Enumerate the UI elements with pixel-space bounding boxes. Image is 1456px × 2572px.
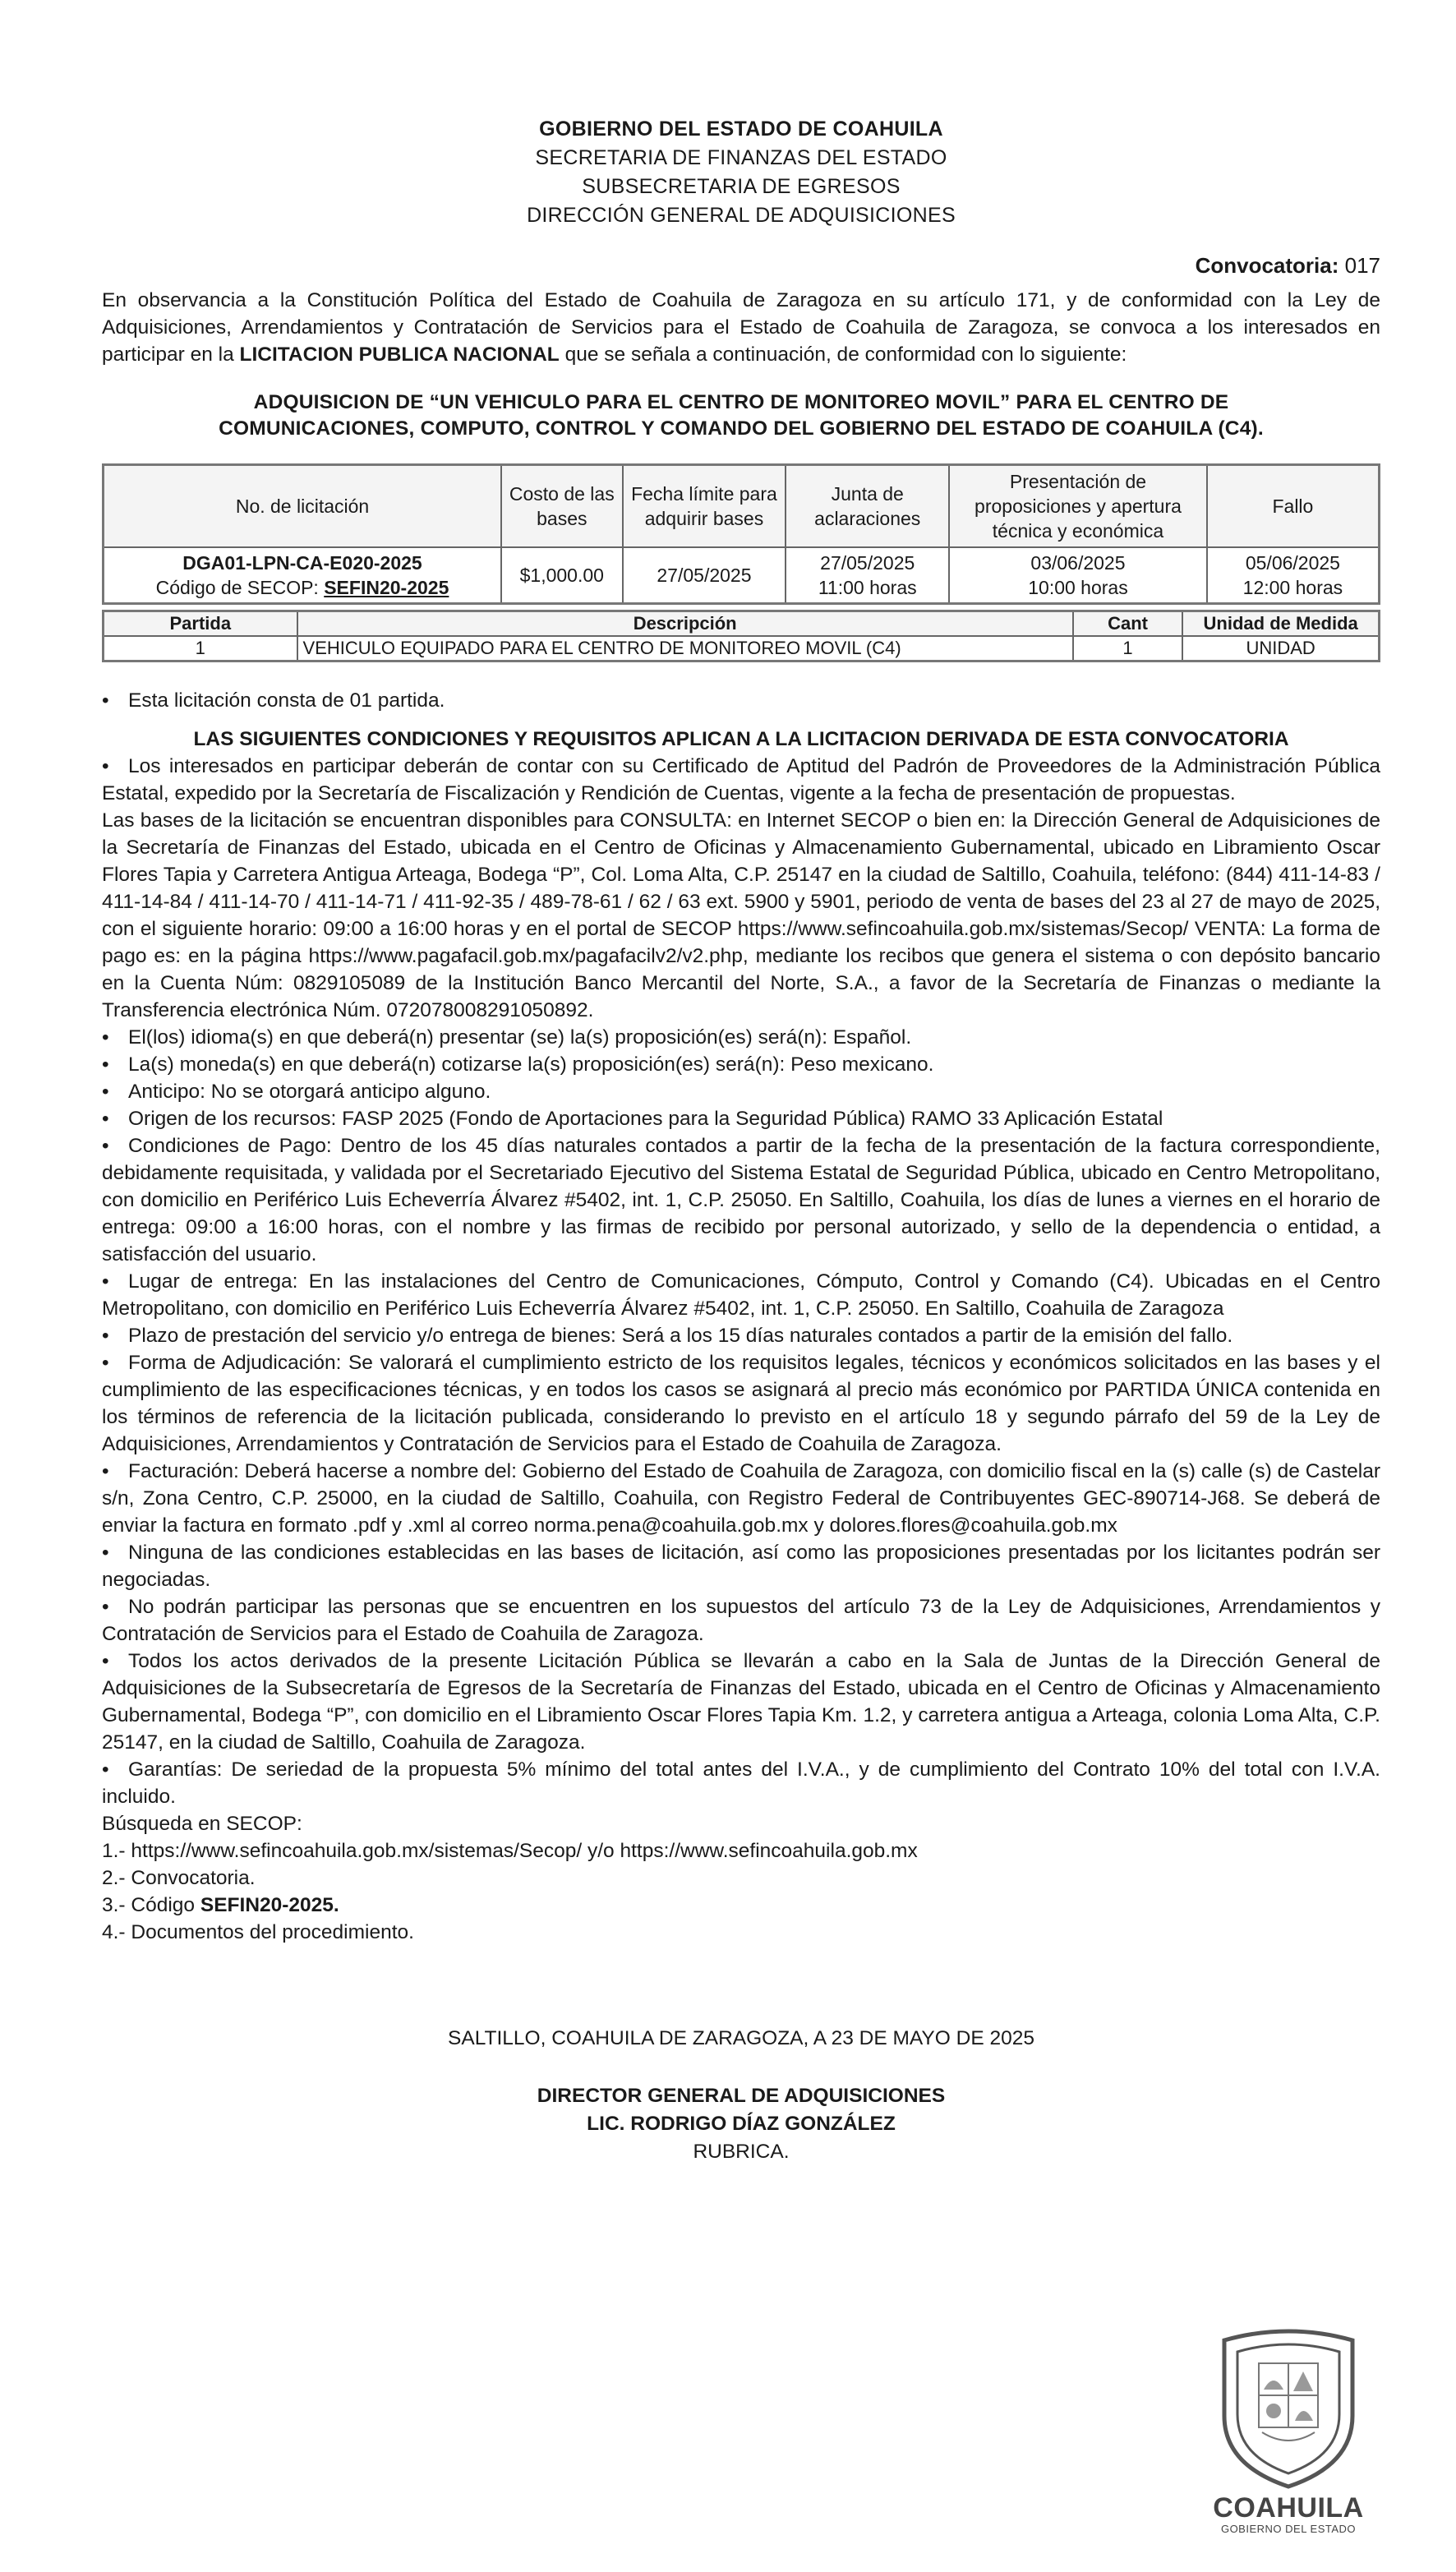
- fallo-date: 05/06/2025: [1245, 552, 1340, 574]
- list-item: • Plazo de prestación del servicio y/o entrega de bienes: Será a los 15 días naturales contados a partir de la emisión del fallo.: [102, 1325, 1233, 1347]
- items-table: [102, 610, 1380, 662]
- fallo-time: 12:00 horas: [1242, 577, 1343, 598]
- cell-presentacion: [949, 547, 1207, 604]
- signer-position: DIRECTOR GENERAL DE ADQUISICIONES: [537, 2085, 946, 2107]
- col-costo: Costo de las bases: [501, 465, 623, 548]
- col-unidad: Unidad de Medida: [1182, 611, 1379, 637]
- list-item: 3.- Código SEFIN20-2025.: [102, 1894, 339, 1916]
- col-presentacion: Presentación de proposiciones y apertura técnica y económica: [949, 465, 1207, 548]
- list-item: • No podrán participar las personas que se encuentren en los supuestos del artículo 73 de la Ley de Adquisiciones, Arrendamientos y Contratación de Servicios para el Estado de Coahuila de Zaragoza.: [102, 1596, 1380, 1645]
- header-government: GOBIERNO DEL ESTADO DE COAHUILA: [539, 118, 943, 141]
- secop-search: [102, 1810, 1380, 1946]
- convocatoria-number: [102, 253, 1380, 279]
- cell-licitacion: [104, 547, 502, 604]
- list-item: • Condiciones de Pago: Dentro de los 45 días naturales contados a partir de la fecha de la presentación de la factura correspondiente, debidamente requisitada, y validada por el Secretariado Ejecutivo del Sistema Estatal de Seguridad Pública, ubicado en Centro Metropolitano, con domicilio en Periférico Luis Echeverría Álvarez #5402, int. 1, C.P. 25050. En Saltillo, Coahuila, los días de lunes a viernes en el horario de entrega: 09:00 a 16:00 horas, con el nombre y las firmas de recibido por personal autorizado, y sello de la dependencia o entidad, a satisfacción del usuario.: [102, 1135, 1380, 1265]
- junta-date: 27/05/2025: [820, 552, 915, 574]
- items-header-row: [104, 611, 1380, 637]
- convocatoria-value: 017: [1344, 253, 1380, 278]
- title-line-1: ADQUISICION DE “UN VEHICULO PARA EL CENTRO DE MONITOREO MOVIL” PARA EL CENTRO DE: [253, 391, 1229, 413]
- list-item: • Lugar de entrega: En las instalaciones del Centro de Comunicaciones, Cómputo, Control y Comando (C4). Ubicadas en el Centro Metropolitano, con domicilio en Periférico Luis Echeverría Álvarez #5402, int. 1, C.P. 25050. En Saltillo, Coahuila de Zaragoza: [102, 1270, 1380, 1320]
- cell-costo: $1,000.00: [501, 547, 623, 604]
- tender-schedule-table: [102, 463, 1380, 605]
- table-header-row: [104, 465, 1380, 548]
- col-descripcion: Descripción: [297, 611, 1073, 637]
- coahuila-seal: [1206, 2325, 1371, 2547]
- intro-paragraph: [102, 287, 1380, 368]
- procurement-title: [102, 389, 1380, 442]
- cell-junta: [786, 547, 949, 604]
- col-cant: Cant: [1073, 611, 1183, 637]
- header-direction: DIRECCIÓN GENERAL DE ADQUISICIONES: [527, 204, 956, 227]
- list-item: • Ninguna de las condiciones establecidas en las bases de licitación, así como las proposiciones presentadas por los licitantes podrán ser negociadas.: [102, 1542, 1380, 1591]
- list-item: • Anticipo: No se otorgará anticipo alguno.: [102, 1081, 491, 1103]
- place-date: SALTILLO, COAHUILA DE ZARAGOZA, A 23 DE MAYO DE 2025: [448, 2027, 1034, 2049]
- intro-text-2: que se señala a continuación, de conformidad con lo siguiente:: [559, 343, 1127, 366]
- col-fecha-limite: Fecha límite para adquirir bases: [623, 465, 786, 548]
- convocatoria-label: Convocatoria:: [1195, 253, 1339, 278]
- coat-of-arms-icon: [1208, 2325, 1369, 2490]
- list-item: 1.- https://www.sefincoahuila.gob.mx/sistemas/Secop/ y/o https://www.sefincoahuila.gob.mx: [102, 1840, 918, 1862]
- seal-name: COAHUILA: [1213, 2492, 1364, 2524]
- table-row: [104, 636, 1380, 661]
- col-junta: Junta de aclaraciones: [786, 465, 949, 548]
- list-item: • La(s) moneda(s) en que deberá(n) cotizarse la(s) proposición(es) será(n): Peso mexicano.: [102, 1053, 934, 1076]
- list-item: • Todos los actos derivados de la presente Licitación Pública se llevarán a cabo en la Sala de Juntas de la Dirección General de Adquisiciones de la Subsecretaría de Egresos de la Secretaría de Finanzas del Estado, ubicada en el Centro de Oficinas y Almacenamiento Gubernamental, Bodega “P”, con domicilio en el Libramiento Oscar Flores Tapia Km. 1.2, y carretera antigua a Arteaga, colonia Loma Alta, C.P. 25147, en la ciudad de Saltillo, Coahuila de Zaragoza.: [102, 1650, 1380, 1754]
- list-item: Las bases de la licitación se encuentran disponibles para CONSULTA: en Internet SECOP o bien en: la Dirección General de Adquisiciones de la Secretaría de Finanzas del Estado, ubicada en el Centro de Oficinas y Almacenamiento Gubernamental, ubicado en Libramiento Oscar Flores Tapia y Carretera Antigua Arteaga, Bodega “P”, Col. Loma Alta, C.P. 25147 en la ciudad de Saltillo, Coahuila, teléfono: (844) 411-14-83 / 411-14-84 / 411-14-70 / 411-14-71 / 411-92-35 / 489-78-61 / 62 / 63 ext. 5900 y 5901, periodo de venta de bases del 23 al 27 de mayo de 2025, con el siguiente horario: 09:00 a 16:00 horas y en el portal de SECOP https://www.sefincoahuila.gob.mx/sistemas/Secop/ VENTA: La forma de pago es: en la página https://www.pagafacil.gob.mx/pagafacilv2/v2.php, mediante los recibos que genera el sistema o con depósito bancario en la Cuenta Núm: 0829105089 de la Institución Banco Mercantil del Norte, S.A., a favor de la Secretaría de Finanzas o mediante la Transferencia electrónica Núm. 072078008291050892.: [102, 809, 1380, 1021]
- list-item: • Origen de los recursos: FASP 2025 (Fondo de Aportaciones para la Seguridad Pública) RAMO 33 Aplicación Estatal: [102, 1108, 1163, 1130]
- list-item: • Facturación: Deberá hacerse a nombre del: Gobierno del Estado de Coahuila de Zaragoza, con domicilio fiscal en la (s) calle (s) de Castelar s/n, Zona Centro, C.P. 25000, en la ciudad de Saltillo, Coahuila, con Registro Federal de Contribuyentes GEC-890714-J68. Se deberá de enviar la factura en formato .pdf y .xml al correo norma.pena@coahuila.gob.mx y dolores.flores@coahuila.gob.mx: [102, 1460, 1380, 1537]
- conditions-list: [102, 753, 1380, 1810]
- col-licitacion: No. de licitación: [104, 465, 502, 548]
- intro-bold: LICITACION PUBLICA NACIONAL: [239, 343, 560, 366]
- junta-time: 11:00 horas: [818, 577, 917, 598]
- presentacion-time: 10:00 horas: [1028, 577, 1128, 598]
- signature-block: [102, 2082, 1380, 2166]
- presentacion-date: 03/06/2025: [1030, 552, 1126, 574]
- partida-note: • Esta licitación consta de 01 partida.: [102, 689, 445, 712]
- list-item: • Garantías: De seriedad de la propuesta 5% mínimo del total antes del I.V.A., y de cumplimiento del Contrato 10% del total con I.V.A. incluido.: [102, 1758, 1380, 1808]
- list-item: 4.- Documentos del procedimiento.: [102, 1921, 414, 1943]
- secop-title: Búsqueda en SECOP:: [102, 1813, 302, 1835]
- cell-partida: 1: [104, 636, 297, 661]
- intro-text-1: En observancia a la Constitución Política del Estado de Coahuila de Zaragoza en su artículo 171, y de conformidad con la Ley de Adquisiciones, Arrendamientos y Contratación de Servicios para el Estado de Coahuila de Zaragoza, se convoca a los interesados en participar en la: [102, 289, 1380, 366]
- signer-name: LIC. RODRIGO DÍAZ GONZÁLEZ: [587, 2113, 896, 2135]
- header-subsecretariat: SUBSECRETARIA DE EGRESOS: [582, 175, 901, 198]
- cell-cant: 1: [1073, 636, 1183, 661]
- document-header: [102, 115, 1380, 230]
- header-secretariat: SECRETARIA DE FINANZAS DEL ESTADO: [535, 146, 947, 169]
- title-line-2: COMUNICACIONES, COMPUTO, CONTROL Y COMANDO DEL GOBIERNO DEL ESTADO DE COAHUILA (C4).: [219, 417, 1264, 440]
- list-item: • El(los) idioma(s) en que deberá(n) presentar (se) la(s) proposición(es) será(n): Español.: [102, 1026, 912, 1049]
- rubrica: RUBRICA.: [693, 2141, 790, 2163]
- cell-unidad: UNIDAD: [1182, 636, 1379, 661]
- list-item: 2.- Convocatoria.: [102, 1867, 256, 1889]
- cell-fecha-limite: 27/05/2025: [623, 547, 786, 604]
- cell-descripcion: VEHICULO EQUIPADO PARA EL CENTRO DE MONITOREO MOVIL (C4): [297, 636, 1073, 661]
- table-row: [104, 547, 1380, 604]
- secop-label: Código de SECOP:: [155, 577, 325, 598]
- col-fallo: Fallo: [1207, 465, 1380, 548]
- document-page: [102, 115, 1380, 2166]
- secop-code: SEFIN20-2025: [324, 577, 449, 598]
- cell-fallo: [1207, 547, 1380, 604]
- conditions-title: LAS SIGUIENTES CONDICIONES Y REQUISITOS APLICAN A LA LICITACION DERIVADA DE ESTA CONVOCATORIA: [193, 728, 1289, 750]
- col-partida: Partida: [104, 611, 297, 637]
- licitacion-number: DGA01-LPN-CA-E020-2025: [182, 552, 422, 574]
- list-item: • Forma de Adjudicación: Se valorará el cumplimiento estricto de los requisitos legales, técnicos y económicos solicitados en las bases y el cumplimiento de las especificaciones técnicas, y en todos los casos se asignará al precio más económico por PARTIDA ÚNICA contenida en los términos de referencia de la licitación publicada, considerando lo previsto en el artículo 18 y segundo párrafo del 59 de la Ley de Adquisiciones, Arrendamientos y Contratación de Servicios para el Estado de Coahuila de Zaragoza.: [102, 1352, 1380, 1455]
- seal-subtitle: GOBIERNO DEL ESTADO: [1220, 2523, 1357, 2535]
- list-item: • Los interesados en participar deberán de contar con su Certificado de Aptitud del Padrón de Proveedores de la Administración Pública Estatal, expedido por la Secretaría de Fiscalización y Rendición de Cuentas, vigente a la fecha de presentación de propuestas.: [102, 755, 1380, 804]
